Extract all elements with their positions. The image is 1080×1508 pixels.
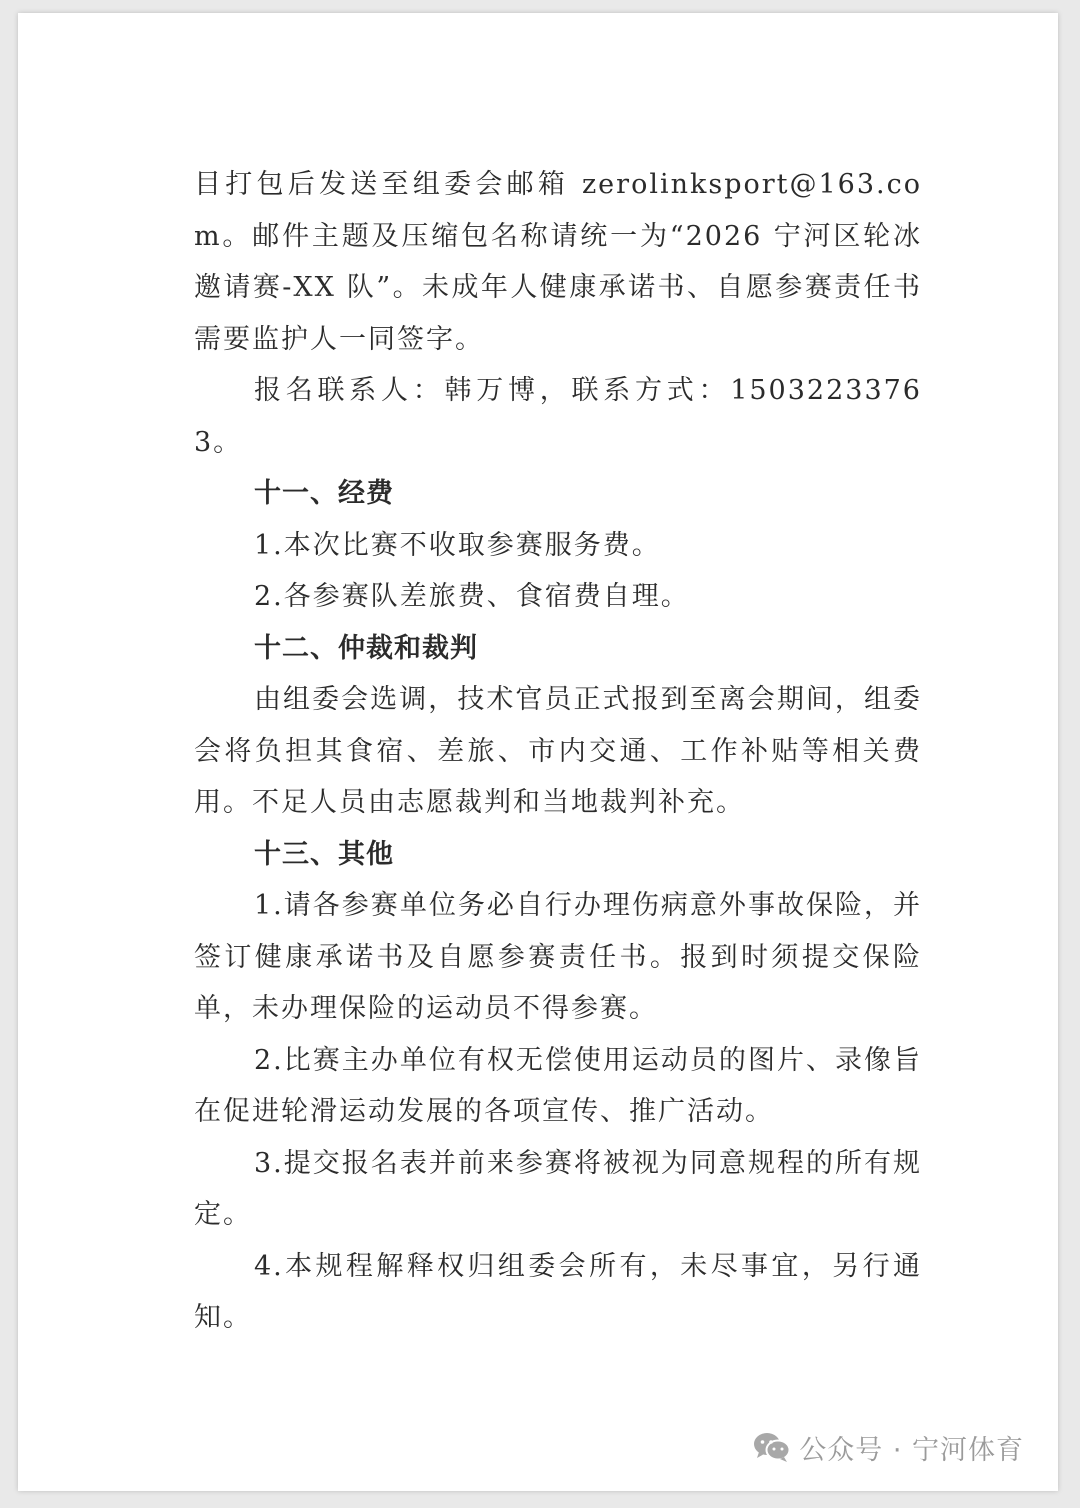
document-page	[18, 13, 1058, 1491]
paragraph-other-1: 1.请各参赛单位务必自行办理伤病意外事故保险，并签订健康承诺书及自愿参赛责任书。报到时须提交保险单，未办理保险的运动员不得参赛。	[194, 890, 922, 1024]
section-heading-fees: 十一、经费	[254, 478, 394, 509]
paragraph-submission-instructions: 目打包后发送至组委会邮箱 zerolinksport@163.com。邮件主题及压缩包名称请统一为“2026 宁河区轮冰邀请赛-XX 队”。未成年人健康承诺书、自愿参赛责任书需要监护人一同签字。	[194, 169, 922, 355]
paragraph-other-2: 2.比赛主办单位有权无偿使用运动员的图片、录像旨在促进轮滑运动发展的各项宣传、推广活动。	[194, 1044, 922, 1127]
paragraph-arbitration: 由组委会选调，技术官员正式报到至离会期间，组委会将负担其食宿、差旅、市内交通、工作补贴等相关费用。不足人员由志愿裁判和当地裁判补充。	[194, 684, 922, 818]
wechat-icon	[753, 1431, 791, 1463]
watermark-text: 公众号 · 宁河体育	[799, 1434, 1024, 1466]
section-heading-other: 十三、其他	[254, 838, 394, 870]
paragraph-other-3: 3.提交报名表并前来参赛将被视为同意规程的所有规定。	[194, 1147, 922, 1230]
section-heading-arbitration: 十二、仲裁和裁判	[254, 632, 478, 664]
paragraph-fee-2: 2.各参赛队差旅费、食宿费自理。	[254, 581, 690, 612]
paragraph-fee-1: 1.本次比赛不收取参赛服务费。	[254, 529, 661, 561]
watermark	[753, 1427, 1024, 1467]
paragraph-other-4: 4.本规程解释权归组委会所有，未尽事宜，另行通知。	[194, 1250, 922, 1333]
paragraph-contact: 报名联系人：韩万博，联系方式：15032233763。	[194, 375, 922, 458]
document-body	[194, 159, 922, 1344]
